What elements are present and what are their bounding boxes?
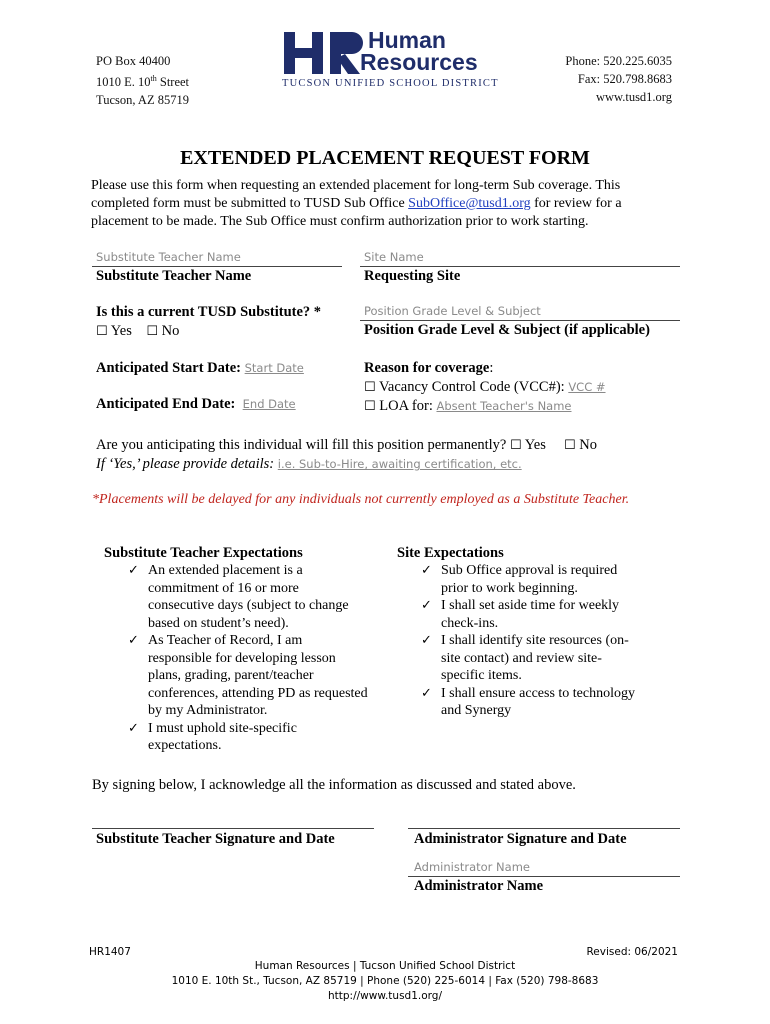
- hr-logo: [282, 27, 499, 98]
- position-line: [360, 320, 680, 321]
- logo-subtitle: TUCSON UNIFIED SCHOOL DISTRICT: [282, 78, 499, 89]
- loa-label: LOA for:: [379, 398, 433, 414]
- loa-checkbox[interactable]: ☐: [364, 399, 376, 414]
- admin-name-label: Administrator Name: [414, 878, 544, 894]
- list-item: ✓ An extended placement is a commitment of 16 or more consecutive days (subject to change based on student’s need).: [128, 563, 349, 631]
- list-item: ✓ I shall ensure access to technology and Synergy: [421, 685, 635, 718]
- site-name-input[interactable]: Site Name: [364, 250, 424, 264]
- start-date-row: Anticipated Start Date: Start Date: [96, 360, 304, 376]
- checkmark-icon: ✓: [421, 633, 432, 648]
- position-label: Position Grade Level & Subject (if applicable): [364, 322, 650, 338]
- contact-info: Phone: 520.225.6035 Fax: 520.798.8683 www.tusd1.org: [565, 54, 672, 104]
- permanent-details-label: If ‘Yes,’ please provide details:: [96, 456, 275, 472]
- checkmark-icon: ✓: [421, 563, 432, 578]
- checkmark-icon: ✓: [421, 685, 432, 701]
- permanent-yes-checkbox[interactable]: ☐: [510, 438, 522, 453]
- intro-paragraph: Please use this form when requesting an extended placement for long-term Sub coverage. This completed form must be submitted to TUSD Sub Office SubOffice@tusd1.org for review for a placement to be made. The Sub Office must confirm authorization prior to work starting.: [91, 178, 622, 229]
- revised-date: Revised: 06/2021: [586, 946, 678, 958]
- permanent-details-row: [96, 456, 522, 473]
- end-date-input[interactable]: End Date: [242, 397, 296, 411]
- reason-heading: Reason for coverage:: [364, 360, 494, 376]
- list-item: ✓ I shall set aside time for weekly check-ins.: [421, 598, 620, 631]
- vcc-label: Vacancy Control Code (VCC#):: [379, 379, 565, 395]
- footer-info: Human Resources | Tucson Unified School District 1010 E. 10th St., Tucson, AZ 85719 | Phone (520) 225-6014 | Fax (520) 798-8683 http://www.tusd1.org/: [171, 960, 599, 1002]
- permanent-no-label: No: [579, 437, 597, 453]
- current-sub-no-label: No: [161, 323, 180, 339]
- permanent-question: Are you anticipating this individual will fill this position permanently?: [96, 437, 507, 453]
- permanent-row: [96, 437, 597, 454]
- sub-expectations-heading: Substitute Teacher Expectations: [104, 545, 303, 561]
- current-sub-options: [96, 323, 179, 340]
- end-date-label: Anticipated End Date: [96, 396, 231, 412]
- position-input[interactable]: Position Grade Level & Subject: [364, 304, 541, 318]
- sub-signature-line[interactable]: [92, 828, 374, 829]
- site-name-line: [360, 266, 680, 267]
- sub-name-input[interactable]: Substitute Teacher Name: [96, 250, 241, 264]
- vcc-checkbox[interactable]: ☐: [364, 380, 376, 395]
- checkmark-icon: ✓: [128, 563, 139, 578]
- permanent-details-input[interactable]: i.e. Sub-to-Hire, awaiting certification, etc.: [277, 457, 522, 471]
- admin-signature-line[interactable]: [408, 828, 680, 829]
- checkmark-icon: ✓: [421, 598, 432, 613]
- list-item: ✓ Sub Office approval is required prior to work beginning.: [421, 563, 618, 596]
- placement-warning: *Placements will be delayed for any individuals not currently employed as a Substitute Teacher.: [92, 492, 630, 507]
- end-date-row: Anticipated End Date: End Date: [96, 396, 296, 412]
- current-sub-yes-label: Yes: [110, 323, 132, 339]
- checkmark-icon: ✓: [128, 633, 139, 648]
- sub-expectations: [104, 545, 374, 755]
- site-expectations-heading: Site Expectations: [397, 545, 504, 561]
- admin-name-line: [408, 876, 680, 877]
- list-item: ✓ As Teacher of Record, I am responsible for developing lesson plans, grading, parent/teacher conferences, attending PD as requested by my Administrator.: [128, 633, 368, 718]
- acknowledge-statement: By signing below, I acknowledge all the information as discussed and stated above.: [92, 777, 576, 793]
- form-code: HR1407: [89, 946, 131, 958]
- logo-word-resources: Resources: [360, 49, 478, 75]
- form-title: EXTENDED PLACEMENT REQUEST FORM: [180, 147, 590, 169]
- permanent-no-checkbox[interactable]: ☐: [563, 438, 576, 453]
- loa-row: [364, 398, 572, 415]
- site-expectations: [397, 545, 667, 720]
- vcc-input[interactable]: VCC #: [568, 380, 606, 394]
- admin-name-input[interactable]: Administrator Name: [414, 860, 530, 874]
- sub-signature-label: Substitute Teacher Signature and Date: [96, 831, 335, 847]
- logo-word-human: Human: [368, 27, 446, 53]
- start-date-label: Anticipated Start Date: [96, 360, 237, 376]
- vcc-row: [364, 379, 606, 396]
- sub-office-email-link[interactable]: SubOffice@tusd1.org: [408, 196, 531, 211]
- mailing-address: PO Box 40400 1010 E. 10th Street Tucson, AZ 85719: [96, 54, 190, 108]
- current-sub-yes-checkbox[interactable]: ☐: [96, 324, 108, 339]
- site-name-label: Requesting Site: [364, 268, 461, 284]
- sub-name-label: Substitute Teacher Name: [96, 268, 252, 284]
- sub-name-line: [92, 266, 342, 267]
- site-expectations-list: [421, 562, 641, 720]
- admin-signature-label: Administrator Signature and Date: [414, 831, 627, 847]
- permanent-yes-label: Yes: [524, 437, 546, 453]
- sub-expectations-list: [128, 562, 368, 755]
- loa-input[interactable]: Absent Teacher's Name: [436, 399, 572, 413]
- current-sub-no-checkbox[interactable]: ☐: [146, 324, 159, 339]
- current-sub-question: Is this a current TUSD Substitute? *: [96, 304, 322, 320]
- start-date-input[interactable]: Start Date: [244, 361, 304, 375]
- list-item: ✓ I must uphold site-specific expectations.: [128, 720, 297, 753]
- list-item: ✓ I shall identify site resources (on-site contact) and review site-specific items.: [421, 633, 629, 683]
- checkmark-icon: ✓: [128, 720, 139, 736]
